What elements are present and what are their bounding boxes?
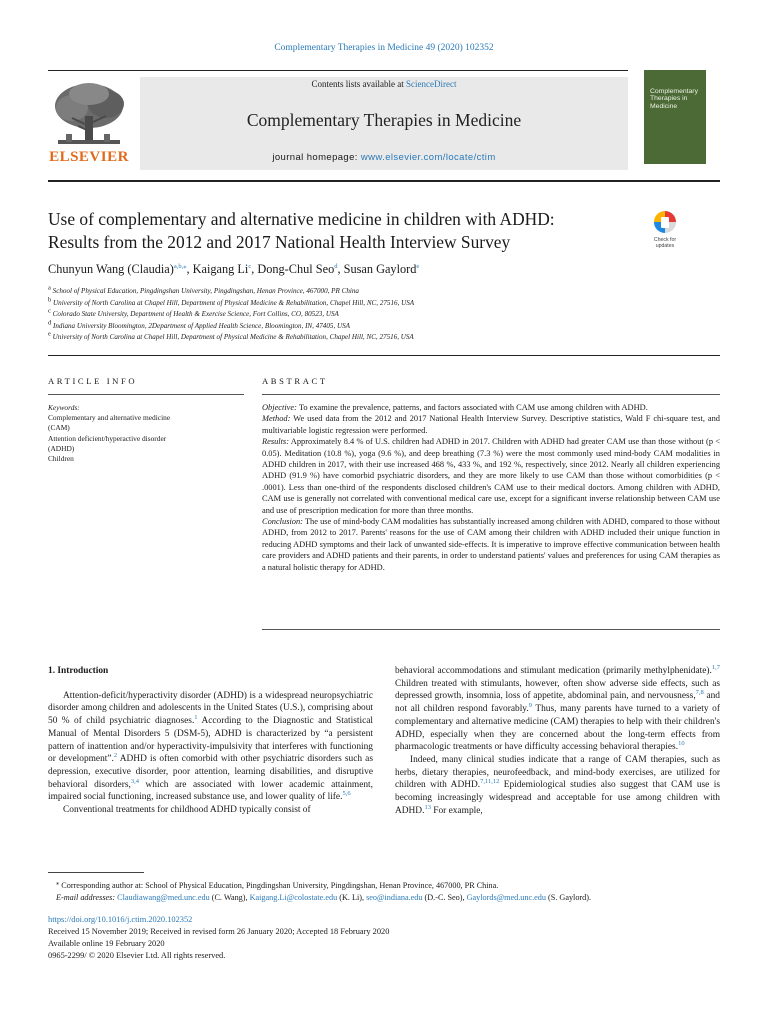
citation-link[interactable]: 10 (678, 740, 685, 748)
homepage-link[interactable]: www.elsevier.com/locate/ctim (360, 152, 496, 163)
abstract-heading: ABSTRACT (262, 376, 328, 386)
running-head[interactable]: Complementary Therapies in Medicine 49 (2020) 102352 (274, 43, 494, 53)
author-name[interactable]: Dong-Chul Seo (257, 262, 335, 276)
author-affil-marker[interactable]: e (416, 262, 420, 270)
received-dates: Received 15 November 2019; Received in revised form 26 January 2020; Accepted 18 February 2020 (48, 927, 390, 936)
journal-title: Complementary Therapies in Medicine (246, 110, 522, 130)
paragraph: Attention-deficit/hyperactivity disorder (ADHD) is a widespread neuropsychiatric disorder among children and adolescents in the United States (U.S.), comprising about 50 % of child psychiatric diagnoses.$^1$ According to the Diagnostic and Statistical Manual of Mental Disorders 5 (DSM-5), ADHD is characterized by “a persistent pattern of inattention and/or hyperactivity-impulsivity that interferes with functioning or development”.$^2$ ADHD is often comorbid with other psychiatric disorders such as depression, executive disorder, poor attention, learning disabilities, and disruptive behavioral disorders,$^{3,4}$ which are associated with lower academic attainment, impaired social functioning, increased substance use, and lower quality of life.$^{5,6}$ (48, 690, 373, 803)
abstract-results: Results: Approximately 8.4 % of U.S. children had ADHD in 2017. Children with ADHD had greater CAM use than those without (p < 0.05). Meditation (10.8 %), yoga (9.6 %), and deep breathing (7.3 %) were the most commonly used mind-body CAM modalities in ADHD children in 2017, with their use increased 468 %, 433 %, and 192 %, respectively, since 2012. Nearly all children experiencing ADHD (91.9 %) have comorbid psychiatric disorders, and they are more likely to use CAM than those without comorbidities (p < .0001). Less than one-third of the respondents disclosed children's CAM use to their medical doctors. Among children with ADHD, CAM use is generally not correlated with conventional medical care use, except for a significant inverse relationship between CAM use and use of prescription medication for more than three months. (262, 437, 720, 515)
email-link[interactable]: Gaylords@med.unc.edu (466, 893, 546, 902)
article-info-rule (48, 394, 244, 395)
affiliation-item: $^b$ University of North Carolina at Chapel Hill, Department of Physical Medicine & Rehabilitation, Chapel Hill, NC, 27516, USA (48, 296, 415, 307)
citation-link[interactable]: 13 (424, 803, 431, 811)
footnotes (48, 880, 720, 904)
author-affil-marker[interactable]: d (334, 262, 338, 270)
footnote-rule (48, 872, 144, 873)
affiliation-item: $^d$ Indiana University Bloomington, 2Department of Applied Health Science, Bloomington, IN, 47405, USA (48, 319, 350, 330)
author-name[interactable]: Susan Gaylord (343, 262, 417, 276)
sciencedirect-link[interactable]: ScienceDirect (406, 79, 457, 89)
paragraph: Indeed, many clinical studies indicate that a range of CAM therapies, such as herbs, dietary therapies, neurofeedback, and mind-body exercises, are utilized for children with ADHD.$^{7,11,12}$ Epidemiological studies also suggest that CAM use is becoming increasingly widespread and acceptable for use among children with ADHD.$^{13}$ For example, (395, 754, 720, 816)
author-affil-marker[interactable]: c (248, 262, 252, 270)
available-online: Available online 19 February 2020 (48, 939, 165, 948)
header-rule-bottom (48, 180, 720, 182)
contents-line (140, 79, 628, 89)
contents-prefix: Contents lists available at (311, 79, 406, 89)
abstract-conclusion: Conclusion: The use of mind-body CAM modalities has substantially increased among children with ADHD, compared to those without ADHD, from 2012 to 2017. Parents' reasons for the use of CAM among their children with ADHD included their unique function in reducing ADHD symptoms and their lack of unwanted side-effects. It is imperative to improve effective communication between health care providers and ADHD patients and their parents, in order to understand patients' values and preferences for using CAM therapies as a natural holistic therapy for ADHD. (262, 517, 720, 572)
svg-text:updates: updates (655, 243, 675, 249)
article-info-heading: ARTICLE INFO (48, 376, 138, 386)
keywords-label: Keywords: (48, 403, 80, 412)
header-rule-top (48, 70, 628, 71)
copyright: 0965-2299/ © 2020 Elsevier Ltd. All rights reserved. (48, 951, 226, 960)
check-for-updates-icon[interactable] (648, 209, 682, 251)
article-meta (48, 914, 720, 962)
homepage-label: journal homepage: (272, 152, 361, 163)
citation-link[interactable]: 1 (194, 713, 198, 721)
journal-cover-title: Complementary Therapies in Medicine (650, 88, 698, 110)
citation-link[interactable]: 3,4 (130, 777, 139, 785)
citation-link[interactable]: 7,11,12 (480, 778, 500, 786)
abstract-rule (262, 394, 720, 395)
author-list: Chunyun Wang (Claudia)$^{a,b,⁎}$, Kaigang Li$^c$, Dong-Chul Seo$^d$, Susan Gaylord$^e$ (48, 262, 420, 276)
article-title-line-2: Results from the 2012 and 2017 National Health Interview Survey (48, 232, 511, 252)
citation-link[interactable]: 5,6 (342, 790, 351, 798)
article-title-line-1: Use of complementary and alternative medicine in children with ADHD: (48, 209, 555, 229)
body-column-left (48, 665, 373, 817)
doi-link[interactable]: https://doi.org/10.1016/j.ctim.2020.102352 (48, 915, 193, 924)
abstract-end-rule (262, 629, 720, 630)
keywords-block (48, 403, 244, 464)
abstract-objective: Objective: To examine the prevalence, patterns, and factors associated with CAM use among children with ADHD. (262, 403, 648, 412)
keyword-item: Complementary and alternative medicine (48, 413, 171, 423)
author-affil-marker[interactable]: a,b,⁎ (173, 262, 187, 270)
affiliation-item: $^c$ Colorado State University, Department of Health & Exercise Science, Fort Collins, CO, 80523, USA (48, 307, 339, 319)
email-link[interactable]: Claudiawang@med.unc.edu (117, 893, 210, 902)
citation-link[interactable]: 9 (528, 701, 532, 709)
citation-link[interactable]: 2 (113, 752, 118, 760)
keyword-item: (ADHD) (48, 443, 75, 453)
affiliation-item: $^a$ School of Physical Education, Pingdingshan University, Pingdingshan, Henan Province, 467000, PR China (48, 284, 359, 295)
svg-text:Check for: Check for (653, 237, 677, 243)
body-column-right (395, 665, 720, 817)
elsevier-wordmark: ELSEVIER (49, 149, 129, 165)
keyword-item: Children (48, 454, 74, 464)
paragraph-continued: behavioral accommodations and stimulant medication (primarily methylphenidate).$^{1,7}$ Children treated with stimulants, however, often show adverse side effects, such as depressed growth, insomnia, loss of appetite, abdominal pain, and nervousness,$^{7,8}$ and not all children respond favorably.$^9$ Thus, many parents have turned to a variety of complementary and alternative medicine (CAM) therapies to help with their children's ADHD, especially when they are concerned about the long-term effects from pharmacologic treatments or have difficulty accessing behavioral therapies.$^{10}$ (395, 663, 720, 753)
author-name[interactable]: Chunyun Wang (Claudia) (48, 262, 174, 276)
affiliation-item: $^e$ University of North Carolina at Chapel Hill, Department of Physical Medicine & Rehabilitation, Chapel Hill, NC, 27516, USA (48, 331, 414, 342)
journal-homepage (140, 152, 628, 163)
abstract-method: Method: We used data from the 2012 and 2017 National Health Interview Survey. Descriptive statistics, Wald F chi-square test, and multivariable logistic regression were performed. (262, 414, 720, 435)
email-addresses: E-mail addresses: Claudiawang@med.unc.edu (C. Wang), Kaigang.Li@colostate.edu (K. Li), seo@indiana.edu (D.-C. Seo), Gaylords@med.unc.edu (S. Gaylord). (56, 893, 592, 902)
section-heading-introduction: 1. Introduction (48, 666, 109, 676)
email-link[interactable]: Kaigang.Li@colostate.edu (249, 893, 338, 902)
email-link[interactable]: seo@indiana.edu (366, 893, 423, 902)
section-divider (48, 355, 720, 356)
author-name[interactable]: Kaigang Li (192, 262, 249, 276)
article-title (48, 208, 628, 254)
journal-cover-thumbnail[interactable] (644, 70, 706, 164)
keyword-item: Attention deficient/hyperactive disorder (48, 433, 167, 443)
citation-link[interactable]: 1,7 (711, 663, 720, 671)
corresponding-author-note: ⁎ Corresponding author at: School of Physical Education, Pingdingshan University, Pingdingshan, Henan Province, 467000, PR China. (56, 879, 499, 890)
paragraph: Conventional treatments for childhood ADHD typically consist of (63, 805, 311, 816)
citation-link[interactable]: 7,8 (695, 689, 704, 697)
abstract-body (262, 402, 720, 573)
keyword-item: (CAM) (48, 423, 70, 433)
affiliation-list (48, 286, 708, 344)
